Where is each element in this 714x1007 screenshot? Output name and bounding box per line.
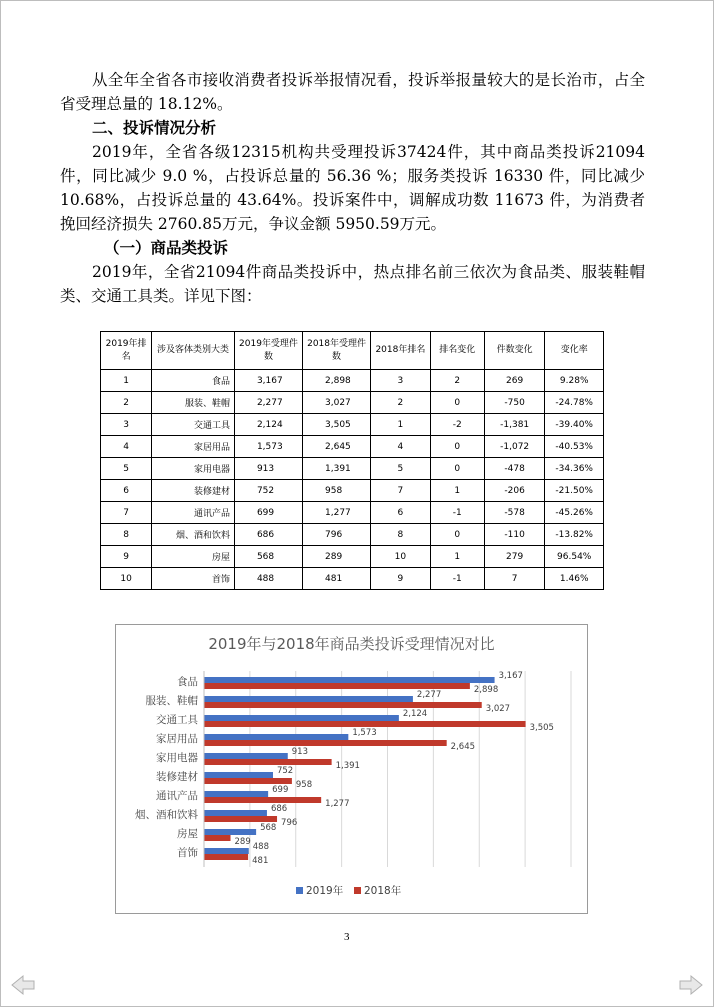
table-cell: 1 [430, 480, 484, 502]
table-cell: 4 [371, 436, 431, 458]
table-header-cell: 2018年受理件数 [303, 332, 371, 370]
table-cell: 家居用品 [152, 436, 235, 458]
table-cell: 5 [371, 458, 431, 480]
data-label: 2,124 [402, 709, 428, 719]
data-label: 913 [291, 747, 309, 757]
table-cell: 96.54% [545, 546, 604, 568]
bar-2019 [204, 772, 273, 778]
table-cell: 家用电器 [152, 458, 235, 480]
category-label: 食品 [177, 676, 198, 688]
category-label: 交通工具 [156, 714, 198, 726]
table-cell: 1 [371, 414, 431, 436]
bar-2019 [204, 791, 268, 797]
bar-2019 [204, 677, 495, 683]
category-label: 烟、酒和饮料 [135, 809, 198, 821]
table-cell: 958 [303, 480, 371, 502]
page-number: 3 [344, 931, 350, 943]
table-cell: -206 [484, 480, 545, 502]
category-label: 家居用品 [156, 733, 198, 745]
table-cell: 0 [430, 458, 484, 480]
table-cell: 913 [234, 458, 302, 480]
bar-chart [116, 625, 587, 913]
chart-container [115, 624, 588, 914]
table-cell: 2,898 [303, 370, 371, 392]
table-cell: 481 [303, 568, 371, 590]
table-cell: 7 [484, 568, 545, 590]
table-cell: 5 [101, 458, 152, 480]
body-text [60, 68, 645, 308]
data-label: 796 [281, 818, 298, 828]
bar-2018 [204, 721, 526, 727]
data-label: 1,573 [352, 728, 377, 738]
table-cell: 3 [371, 370, 431, 392]
data-label: 3,027 [485, 704, 511, 714]
bar-2019 [204, 829, 256, 835]
data-label: 2,898 [473, 685, 499, 695]
table-cell: -2 [430, 414, 484, 436]
table-row [101, 502, 604, 524]
bar-2019 [204, 810, 267, 816]
bar-2018 [204, 683, 470, 689]
table-cell: 交通工具 [152, 414, 235, 436]
table-cell: 3,505 [303, 414, 371, 436]
table-cell: 2,645 [303, 436, 371, 458]
table-cell: 7 [101, 502, 152, 524]
legend-label: 2018年 [364, 885, 402, 897]
data-label: 289 [234, 837, 251, 847]
table-row [101, 370, 604, 392]
bar-2018 [204, 835, 231, 841]
table-cell: 2,277 [234, 392, 302, 414]
table-cell: 3,167 [234, 370, 302, 392]
table-cell: 0 [430, 392, 484, 414]
table-cell: 2 [430, 370, 484, 392]
category-label: 服装、鞋帽 [145, 695, 198, 707]
table-cell: -13.82% [545, 524, 604, 546]
table-cell: 2 [101, 392, 152, 414]
data-label: 958 [295, 780, 313, 790]
table-cell: 服装、鞋帽 [152, 392, 235, 414]
legend-label: 2019年 [306, 885, 344, 897]
table-cell: 3 [101, 414, 152, 436]
table-cell: 686 [234, 524, 302, 546]
table-header-cell: 件数变化 [484, 332, 545, 370]
data-label: 686 [270, 804, 288, 814]
table-cell: 9 [101, 546, 152, 568]
data-label: 3,167 [498, 671, 523, 681]
table-cell: 10 [101, 568, 152, 590]
data-label: 488 [252, 842, 270, 852]
table-cell: 8 [371, 524, 431, 546]
table-cell: 7 [371, 480, 431, 502]
data-label: 2,277 [416, 690, 442, 700]
previous-page-arrow-icon[interactable] [10, 974, 36, 996]
table-cell: 488 [234, 568, 302, 590]
legend-swatch [354, 887, 361, 894]
table-cell: 289 [303, 546, 371, 568]
category-label: 房屋 [177, 828, 198, 840]
bar-2018 [204, 816, 277, 822]
data-label: 481 [252, 856, 269, 866]
table-header-cell: 排名变化 [430, 332, 484, 370]
table-cell: 10 [371, 546, 431, 568]
table-cell: 首饰 [152, 568, 235, 590]
data-label: 699 [272, 785, 289, 795]
table-cell: 9 [371, 568, 431, 590]
legend-swatch [296, 887, 303, 894]
bar-2018 [204, 702, 482, 708]
table-cell: 6 [101, 480, 152, 502]
table-row [101, 568, 604, 590]
table-cell: 1,391 [303, 458, 371, 480]
category-label: 首饰 [177, 847, 198, 859]
table-cell: 2 [371, 392, 431, 414]
table-header-row [101, 332, 604, 370]
table-cell: 1,277 [303, 502, 371, 524]
table-cell: 699 [234, 502, 302, 524]
table-cell: 2,124 [234, 414, 302, 436]
table-cell: -39.40% [545, 414, 604, 436]
paragraph-2: 2019年，全省各级12315机构共受理投诉37424件，其中商品类投诉21094件，同比减少 9.0 %，占投诉总量的 56.36 %；服务类投诉 16330 件，同比减少10.68%，占投诉总量的 43.64%。投诉案件中，调解成功数 11673 件，为消费者挽回经济损失 2760.85万元，争议金额 5950.59万元。 [60, 143, 645, 233]
bar-2018 [204, 854, 248, 860]
table-cell: 1 [101, 370, 152, 392]
table-cell: 796 [303, 524, 371, 546]
table-cell: 1.46% [545, 568, 604, 590]
table-cell: 房屋 [152, 546, 235, 568]
category-label: 家用电器 [156, 752, 198, 764]
paragraph-3: 2019年，全省21094件商品类投诉中，热点排名前三依次为食品类、服装鞋帽类、交通工具类。详见下图： [60, 263, 645, 305]
table-row [101, 546, 604, 568]
table-cell: 1 [430, 546, 484, 568]
table-cell: 通讯产品 [152, 502, 235, 524]
data-label: 2,645 [450, 742, 476, 752]
bar-2019 [204, 848, 249, 854]
table-cell: 279 [484, 546, 545, 568]
data-label: 752 [276, 766, 294, 776]
table-cell: -24.78% [545, 392, 604, 414]
bar-2019 [204, 753, 288, 759]
category-label: 装修建材 [156, 771, 198, 783]
table-cell: -40.53% [545, 436, 604, 458]
table-header-cell: 2019年受理件数 [234, 332, 302, 370]
data-label: 1,391 [335, 761, 360, 771]
table-row [101, 458, 604, 480]
table-cell: -1 [430, 568, 484, 590]
table-cell: 食品 [152, 370, 235, 392]
bar-2019 [204, 696, 413, 702]
table-cell: -110 [484, 524, 545, 546]
table-header-cell: 2019年排名 [101, 332, 152, 370]
bar-2018 [204, 778, 292, 784]
table-cell: -750 [484, 392, 545, 414]
table-cell: 3,027 [303, 392, 371, 414]
table-body [101, 370, 604, 590]
paragraph-1: 从全年全省各市接收消费者投诉举报情况看，投诉举报量较大的是长治市，占全省受理总量的 18.12%。 [60, 71, 645, 113]
table-row [101, 480, 604, 502]
table-row [101, 524, 604, 546]
table-cell: -34.36% [545, 458, 604, 480]
table-row [101, 414, 604, 436]
complaint-ranking-table [100, 331, 604, 590]
table-row [101, 436, 604, 458]
bar-2018 [204, 797, 321, 803]
table-row [101, 392, 604, 414]
next-page-arrow-icon[interactable] [678, 974, 704, 996]
table-cell: 烟、酒和饮料 [152, 524, 235, 546]
table-cell: -1 [430, 502, 484, 524]
data-label: 1,277 [325, 799, 350, 809]
table-cell: 1,573 [234, 436, 302, 458]
table-cell: -21.50% [545, 480, 604, 502]
bar-2018 [204, 759, 332, 765]
table-cell: -578 [484, 502, 545, 524]
table-cell: 568 [234, 546, 302, 568]
table-header-cell: 变化率 [545, 332, 604, 370]
table-cell: 6 [371, 502, 431, 524]
table-header-cell: 2018年排名 [371, 332, 431, 370]
table-cell: 0 [430, 524, 484, 546]
data-label: 3,505 [529, 723, 554, 733]
table-cell: -45.26% [545, 502, 604, 524]
bar-2019 [204, 715, 399, 721]
table-cell: 752 [234, 480, 302, 502]
data-label: 568 [260, 823, 277, 833]
table-header-cell: 涉及客体类别大类 [152, 332, 235, 370]
table-cell: 8 [101, 524, 152, 546]
section-heading-2: 二、投诉情况分析 [92, 119, 217, 137]
bar-2018 [204, 740, 447, 746]
table-cell: 装修建材 [152, 480, 235, 502]
bar-2019 [204, 734, 348, 740]
category-label: 通讯产品 [156, 790, 198, 802]
chart-title: 2019年与2018年商品类投诉受理情况对比 [208, 635, 495, 653]
table-cell: 9.28% [545, 370, 604, 392]
table-cell: 269 [484, 370, 545, 392]
table-cell: 4 [101, 436, 152, 458]
table-cell: -478 [484, 458, 545, 480]
table-cell: 0 [430, 436, 484, 458]
table-cell: -1,381 [484, 414, 545, 436]
table-cell: -1,072 [484, 436, 545, 458]
section-heading-3: （一）商品类投诉 [104, 239, 229, 257]
